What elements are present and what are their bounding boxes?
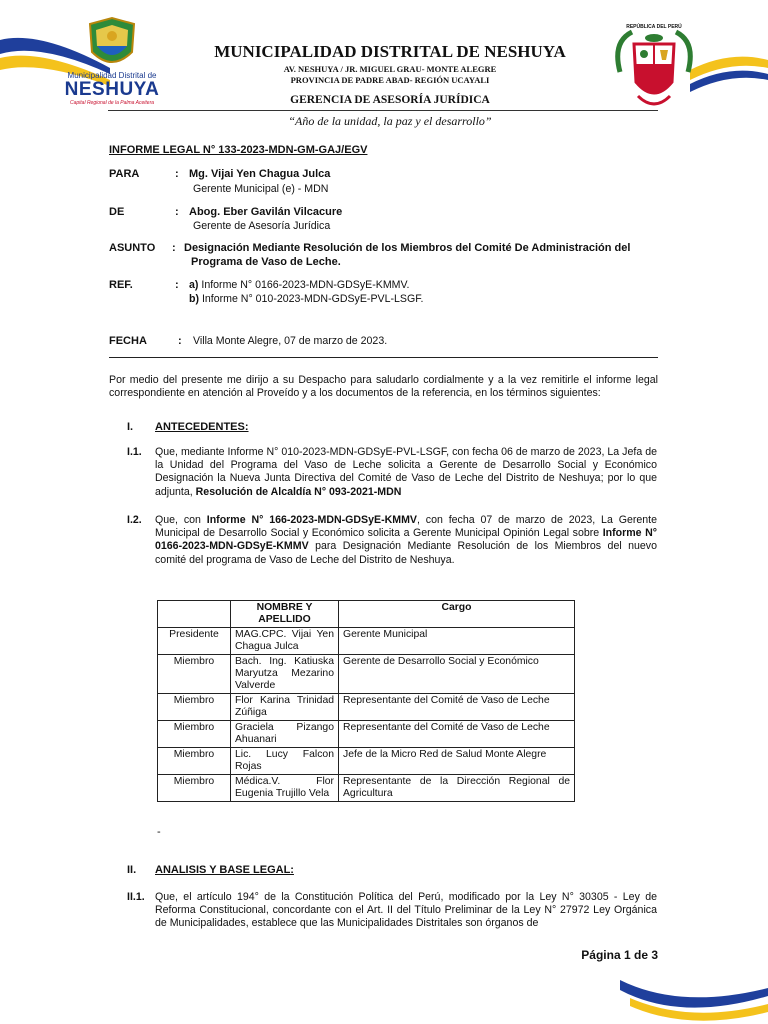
logo-tagline: Capital Regional de la Palma Aceitera: [69, 100, 155, 106]
table-row: [158, 655, 575, 694]
section-1-title: ANTECEDENTES:: [155, 421, 249, 433]
de-name: Abog. Eber Gavilán Vilcacure: [189, 206, 343, 218]
table-cell-role: Presidente: [158, 628, 231, 655]
item-i2-paragraph: [155, 514, 657, 567]
asunto-line-2: Programa de Vaso de Leche.: [191, 256, 341, 268]
table-row: [158, 721, 575, 748]
ref-b: [189, 293, 423, 305]
item-i1-resolution: Resolución de Alcaldía N° 093-2021-MDN: [195, 485, 402, 498]
footer-wave-decoration: [620, 970, 768, 1024]
seal-text: REPÚBLICA DEL PERÚ: [626, 24, 682, 30]
item-i2-number: I.2.: [127, 514, 142, 526]
table-cell-name: Lic. Lucy Falcon Rojas: [231, 748, 339, 775]
municipal-shield-icon: [86, 16, 138, 74]
table-header-row: [158, 601, 575, 628]
section-2-title: ANALISIS Y BASE LEGAL:: [155, 864, 294, 876]
table-row: [158, 748, 575, 775]
de-label: DE: [109, 206, 125, 218]
logo-text-small: Municipalidad Distrital de: [67, 71, 157, 80]
asunto-colon: :: [172, 242, 176, 254]
year-motto: “Año de la unidad, la paz y el desarrollo”: [288, 114, 492, 128]
asunto-label: ASUNTO: [109, 242, 156, 254]
institution-title: MUNICIPALIDAD DISTRITAL DE NESHUYA: [214, 42, 566, 61]
municipal-logo: [48, 16, 166, 106]
table-cell-cargo: Gerente de Desarrollo Social y Económico: [339, 655, 575, 694]
section-1-number: I.: [127, 421, 134, 433]
item-i2-text-a: Que, con: [155, 514, 201, 526]
item-i2-ref-2: Informe N° 0166-2023-MDN-GDSyE-KMMV: [155, 527, 657, 553]
para-colon: :: [175, 168, 179, 180]
asunto-line-1: Designación Mediante Resolución de los Miembros del Comité De Administración del: [184, 242, 631, 254]
table-dash: -: [157, 826, 161, 838]
address-line-2: PROVINCIA DE PADRE ABAD- REGIÓN UCAYALI: [290, 75, 490, 85]
de-role: Gerente de Asesoría Jurídica: [193, 220, 331, 232]
table-header-cargo: Cargo: [339, 601, 575, 628]
report-number: INFORME LEGAL N° 133-2023-MDN-GM-GAJ/EGV: [109, 144, 368, 156]
table-cell-name: MAG.CPC. Vijai Yen Chagua Julca: [231, 628, 339, 655]
ref-a-text: Informe N° 0166-2023-MDN-GDSyE-KMMV.: [201, 279, 410, 291]
table-cell-name: Médica.V. Flor Eugenia Trujillo Vela: [231, 775, 339, 802]
table-cell-role: Miembro: [158, 775, 231, 802]
section-2-number: II.: [127, 864, 137, 876]
fecha-colon: :: [178, 335, 182, 347]
table-cell-cargo: Representante de la Dirección Regional de Agricultura: [339, 775, 575, 802]
table-cell-role: Miembro: [158, 694, 231, 721]
item-ii1-number: II.1.: [127, 891, 145, 903]
intro-paragraph: Por medio del presente me dirijo a su Despacho para saludarlo cordialmente y a la vez remitirle el informe legal correspondiente en atención al Proveído y a los documentos de la referencia, en los términos siguientes:: [109, 374, 658, 400]
page-number: Página 1 de 3: [581, 948, 658, 962]
header-rule: [108, 110, 658, 111]
logo-text-big: NESHUYA: [64, 79, 160, 100]
header-wave-decoration-right: [690, 40, 768, 100]
table-cell-cargo: Jefe de la Micro Red de Salud Monte Alegre: [339, 748, 575, 775]
table-row: [158, 775, 575, 802]
table-cell-role: Miembro: [158, 721, 231, 748]
fecha-value: Villa Monte Alegre, 07 de marzo de 2023.: [193, 335, 388, 347]
para-label: PARA: [109, 168, 140, 180]
item-i2-ref-1: Informe N° 166-2023-MDN-GDSyE-KMMV: [206, 514, 417, 526]
table-header-name: NOMBRE Y APELLIDO: [231, 601, 339, 628]
committee-members-table: [157, 600, 575, 802]
header-separator: [109, 357, 658, 358]
ref-b-letter: b): [189, 293, 199, 305]
item-i2-text-e: para Designación Mediante Resolución de los Miembros del nuevo comité del programa de Vaso de Leche del Distrito de Neshuya.: [155, 540, 657, 566]
table-cell-name: Bach. Ing. Katiuska Maryutza Mezarino Valverde: [231, 655, 339, 694]
ref-b-text: Informe N° 010-2023-MDN-GDSyE-PVL-LSGF.: [201, 293, 424, 305]
table-row: [158, 628, 575, 655]
table-cell-cargo: Representante del Comité de Vaso de Leche: [339, 721, 575, 748]
address-line-1: AV. NESHUYA / JR. MIGUEL GRAU- MONTE ALEGRE: [283, 64, 497, 74]
para-role: Gerente Municipal (e) - MDN: [193, 183, 329, 195]
table-cell-cargo: Gerente Municipal: [339, 628, 575, 655]
de-colon: :: [175, 206, 179, 218]
ref-colon: :: [175, 279, 179, 291]
ref-a-letter: a): [189, 279, 199, 291]
ref-a: [189, 279, 410, 291]
table-cell-role: Miembro: [158, 655, 231, 694]
table-row: [158, 694, 575, 721]
table-cell-name: Flor Karina Trinidad Zúñiga: [231, 694, 339, 721]
table-header-role: [158, 601, 231, 628]
table-cell-cargo: Representante del Comité de Vaso de Leche: [339, 694, 575, 721]
item-ii1-paragraph: Que, el artículo 194° de la Constitución Política del Perú, modificado por la Ley N° 30305 - Ley de Reforma Constitucional, concordante con el Art. II del Título Preliminar de la Ley N° 27972 Ley Orgánica de Municipalidades, establece que las Municipalidades Distritales son órganos de: [155, 891, 657, 930]
item-i2-text-c: , con fecha 07 de marzo de 2023, La Gerente Municipal de Desarrollo Social y Económico solicita a Gerente Municipal Opinión Legal sobre: [155, 514, 657, 540]
table-cell-name: Graciela Pizango Ahuanari: [231, 721, 339, 748]
table-cell-role: Miembro: [158, 748, 231, 775]
item-i1-number: I.1.: [127, 446, 142, 458]
para-name: Mg. Vijai Yen Chagua Julca: [189, 168, 331, 180]
office-name: GERENCIA DE ASESORÍA JURÍDICA: [290, 94, 490, 106]
item-i1-paragraph: [155, 446, 657, 499]
ref-label: REF.: [109, 279, 133, 291]
item-i1-text: Que, mediante Informe N° 010-2023-MDN-GDSyE-PVL-LSGF, con fecha 06 de marzo de 2023, La Jefa de la Unidad del Programa del Vaso de Leche solicita a Gerente de Desarrollo Social y Económico Designación la Nueva Junta Directiva del Comité de Vaso de Leche del Distrito de Neshuya; por lo que adjunta,: [155, 446, 657, 498]
fecha-label: FECHA: [109, 335, 147, 347]
